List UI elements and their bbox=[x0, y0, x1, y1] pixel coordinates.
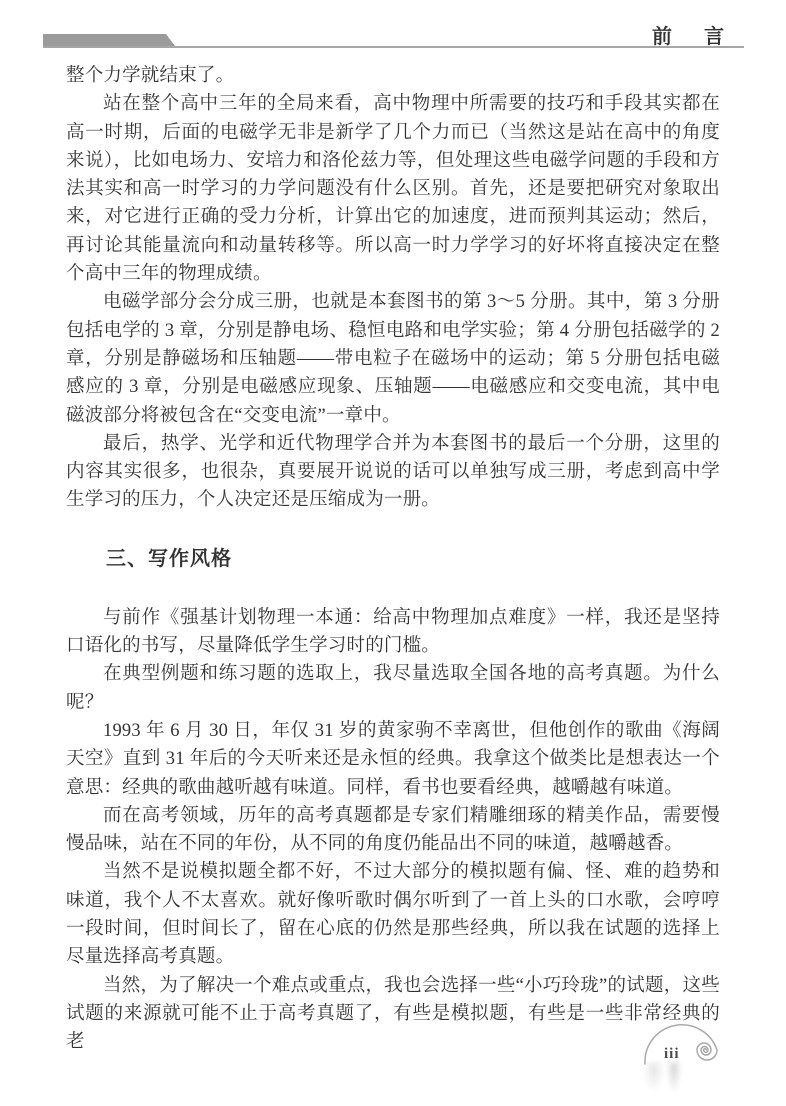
paragraph-continuation: 整个力学就结束了。 bbox=[66, 66, 235, 86]
paragraph: 1993 年 6 月 30 日，年仅 31 岁的黄家驹不幸离世，但他创作的歌曲《海阔天空》直到 31 年后的今天听来还是永恒的经典。我拿这个做类比是想表达一个意思：经典的歌曲越听越有味道。同样，看书也要看经典，越嚼越有味道。 bbox=[66, 720, 720, 798]
page-number: iii bbox=[664, 1046, 680, 1062]
header-bar-decoration bbox=[43, 34, 175, 46]
paragraph: 而在高考领域，历年的高考真题都是专家们精雕细琢的精美作品，需要慢慢品味，站在不同的年份，从不同的角度仍能品出不同的味道，越嚼越香。 bbox=[66, 805, 720, 855]
preface-content bbox=[66, 62, 720, 1057]
paragraph: 站在整个高中三年的全局来看，高中物理中所需要的技巧和手段其实都在高一时期，后面的电磁学无非是新学了几个力而已（当然这是站在高中的角度来说），比如电场力、安培力和洛伦兹力等，但处理这些电磁学问题的手段和方法其实和高一时学习的力学问题没有什么区别。首先，还是要把研究对象取出来，对它进行正确的受力分析，计算出它的加速度，进而预判其运动；然后，再讨论其能量流向和动量转移等。所以高一时力学学习的好坏将直接决定在整个高中三年的物理成绩。 bbox=[66, 94, 720, 285]
paragraph: 当然不是说模拟题全都不好，不过大部分的模拟题有偏、怪、难的趋势和味道，我个人不太喜欢。就好像听歌时偶尔听到了一首上头的口水歌，会哼哼一段时间，但时间长了，留在心底的仍然是那些经典，所以我在试题的选择上尽量选择高考真题。 bbox=[66, 862, 720, 968]
paragraph: 在典型例题和练习题的选取上，我尽量选取全国各地的高考真题。为什么呢？ bbox=[66, 664, 720, 713]
section-heading: 三、写作风格 bbox=[106, 547, 232, 570]
paragraph: 当然，为了解决一个难点或重点，我也会选择一些“小巧玲珑”的试题，这些试题的来源就可能不止于高考真题了，有些是模拟题，有些是一些非常经典的老 bbox=[66, 975, 720, 1053]
footer-fade-decoration bbox=[642, 1062, 704, 1104]
paragraph: 与前作《强基计划物理一本通：给高中物理加点难度》一样，我还是坚持口语化的书写，尽量降低学生学习时的门槛。 bbox=[66, 607, 720, 657]
paragraph: 电磁学部分会分成三册，也就是本套图书的第 3～5 分册。其中，第 3 分册包括电学的 3 章，分别是静电场、稳恒电路和电学实验；第 4 分册包括磁学的 2 章，分别是静磁场和压轴题——带电粒子在磁场中的运动；第 5 分册包括电磁感应的 3 章，分别是电磁感应现象、压轴题——电磁感应和交变电流，其中电磁波部分将被包含在“交变电流”一章中。 bbox=[66, 292, 720, 426]
page-header-title: 前 言 bbox=[652, 26, 730, 48]
page-footer bbox=[640, 1020, 732, 1106]
paragraph: 最后，热学、光学和近代物理学合并为本套图书的最后一个分册，这里的内容其实很多，也很杂，真要展开说说的话可以单独写成三册，考虑到高中学生学习的压力，个人决定还是压缩成为一册。 bbox=[66, 433, 720, 511]
header-rule bbox=[43, 46, 744, 48]
